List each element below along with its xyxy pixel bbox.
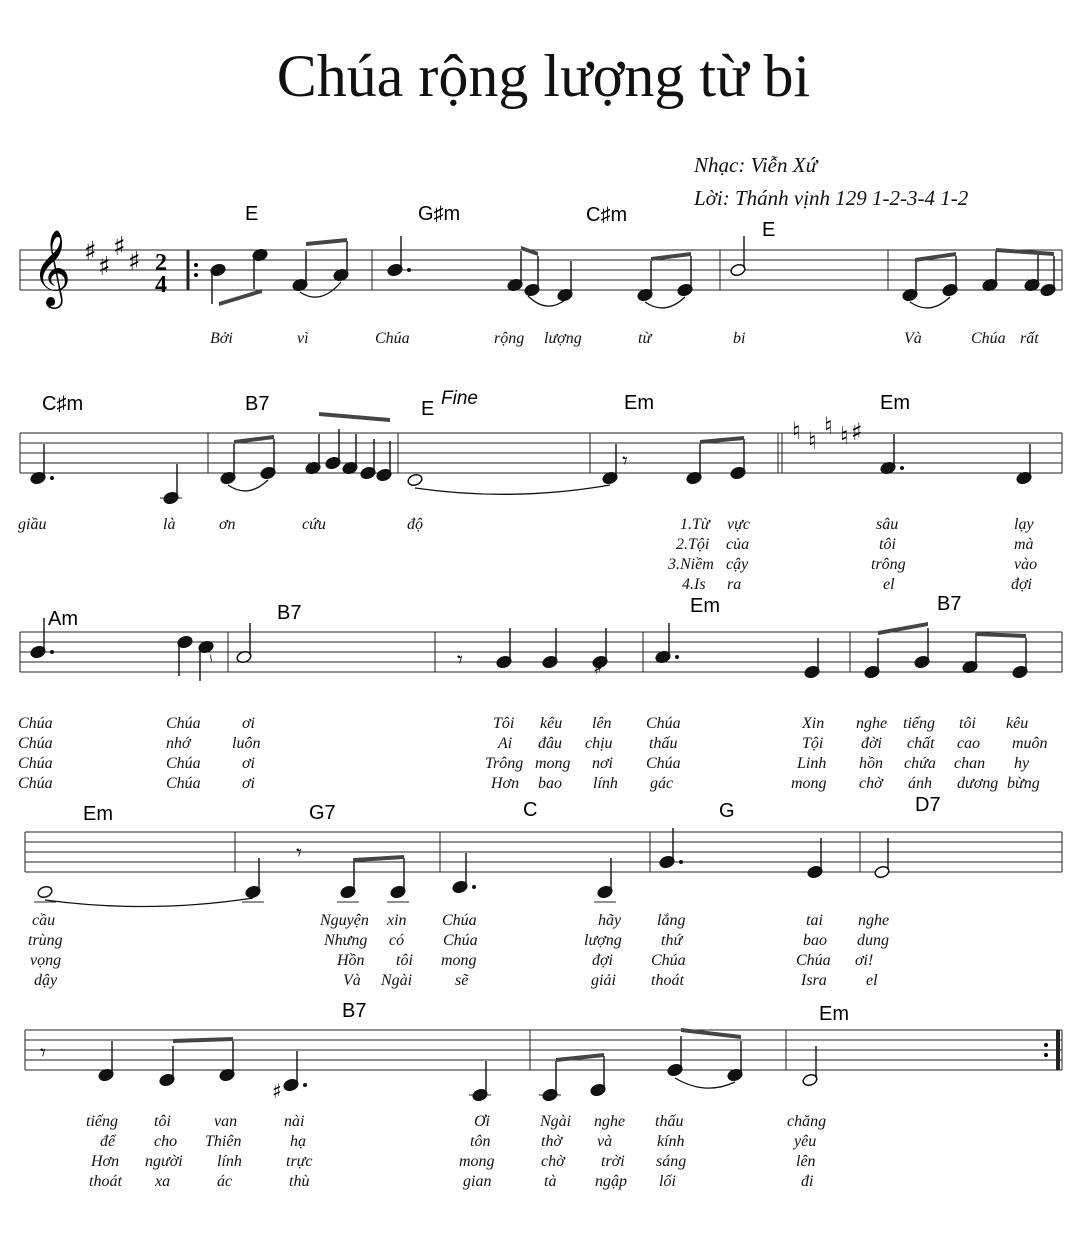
- chord-symbol: Am: [48, 608, 78, 630]
- lyric-syllable: Nhưng: [324, 932, 368, 949]
- lyric-syllable: tôi: [396, 952, 413, 969]
- lyric-syllable: Linh: [797, 755, 827, 772]
- lyric-syllable: Ngài: [381, 972, 413, 989]
- lyric-syllable: nài: [284, 1113, 305, 1130]
- time-signature-bottom: 4: [155, 272, 167, 298]
- lyric-syllable: cậy: [726, 556, 749, 573]
- chord-symbol: Em: [819, 1003, 849, 1025]
- lyric-syllable: lạy: [1014, 516, 1034, 533]
- lyric-syllable: Chúa: [646, 755, 681, 772]
- lyric-syllable: van: [214, 1113, 238, 1130]
- eighth-rest-icon: 𝄾: [296, 841, 302, 866]
- sharp-icon: ♯: [98, 252, 111, 282]
- lyric-syllable: Nguyện: [320, 912, 369, 929]
- lyric-syllable: Tội: [802, 735, 824, 752]
- lyric-syllable: người: [145, 1153, 183, 1170]
- lyric-syllable: Ngài: [540, 1113, 572, 1130]
- lyric-syllable: nghe: [594, 1113, 626, 1130]
- lyric-syllable: chờ: [541, 1153, 565, 1170]
- lyric-syllable: kêu: [1006, 715, 1029, 732]
- song-title: Chúa rộng lượng từ bi: [276, 43, 811, 109]
- lyric-syllable: nhớ: [166, 735, 191, 752]
- lyric-syllable: Trông: [485, 755, 524, 772]
- lyric-syllable: muôn: [1012, 735, 1048, 752]
- lyric-syllable: Ơi: [474, 1113, 490, 1130]
- note-head: [37, 885, 54, 899]
- lyric-syllable: ơn: [219, 516, 236, 533]
- eighth-rest-icon: 𝄾: [622, 449, 628, 474]
- chord-symbol: Em: [624, 392, 654, 414]
- lyric-syllable: Chúa: [18, 715, 53, 732]
- lyric-syllable: Thiên: [205, 1133, 242, 1150]
- lyric-syllable: xin: [387, 912, 407, 929]
- lyric-syllable: 4.Is: [682, 576, 706, 593]
- lyric-syllable: xa: [155, 1173, 171, 1190]
- lyric-syllable: ánh: [908, 775, 932, 792]
- lyric-syllable: tôi: [154, 1113, 171, 1130]
- lyric-syllable: hạ: [290, 1133, 306, 1150]
- lyric-syllable: thấu: [649, 735, 678, 752]
- lyric-syllable: Hơn: [491, 775, 520, 792]
- music-credit: Nhạc: Viễn Xứ: [694, 153, 818, 177]
- lyric-syllable: yêu: [794, 1133, 817, 1150]
- lyric-syllable: Hơn: [91, 1153, 120, 1170]
- lyrics-credit: Lời: Thánh vịnh 129 1-2-3-4 1-2: [694, 186, 969, 210]
- lyric-syllable: 1.Từ: [680, 516, 710, 533]
- sharp-icon: ♯: [851, 418, 863, 446]
- treble-clef-icon: 𝄞: [32, 229, 72, 306]
- lyric-syllable: Tôi: [493, 715, 515, 732]
- staves: [20, 250, 1062, 1070]
- beam: [306, 238, 347, 246]
- beam: [319, 412, 390, 422]
- lyric-syllable: Và: [904, 330, 922, 347]
- lyric-syllable: Ai: [498, 735, 513, 752]
- tie: [45, 898, 253, 907]
- lyric-syllable: sâu: [876, 516, 899, 533]
- beam: [219, 289, 262, 306]
- lyric-syllable: Chúa: [166, 755, 201, 772]
- chord-symbol: E: [762, 219, 776, 241]
- sharp-icon: ♯: [128, 247, 141, 277]
- lyric-syllable: thoát: [89, 1173, 122, 1190]
- lyric-syllable: cho: [154, 1133, 178, 1150]
- lyric-syllable: đợi: [1011, 576, 1032, 593]
- fine-marking: Fine: [441, 388, 478, 409]
- lyric-syllable: Chúa: [651, 952, 686, 969]
- lyric-syllable: dung: [857, 932, 889, 949]
- lyric-syllable: đời: [861, 735, 882, 752]
- chord-symbol: G♯m: [418, 203, 461, 225]
- natural-icon: ♮: [840, 422, 849, 450]
- lyric-syllable: gác: [650, 775, 674, 792]
- note-dot: [472, 885, 476, 889]
- lyric-syllable: cứu: [302, 516, 326, 533]
- lyric-syllable: lối: [659, 1173, 676, 1190]
- tie: [415, 485, 610, 494]
- lyric-syllable: tôn: [470, 1133, 491, 1150]
- lyric-syllable: và: [597, 1133, 613, 1150]
- chord-symbol: B7: [937, 593, 962, 615]
- sharp-icon: ♯: [272, 1079, 282, 1103]
- beam: [173, 1037, 233, 1043]
- lyric-syllable: kính: [657, 1133, 685, 1150]
- beam: [354, 855, 404, 862]
- lyric-syllable: đi: [801, 1173, 814, 1190]
- note-dot: [900, 466, 904, 470]
- lyric-syllable: ơi: [242, 775, 255, 792]
- beam: [556, 1053, 604, 1062]
- note-dot: [407, 268, 411, 272]
- tie: [910, 297, 950, 308]
- lyric-syllable: hy: [1014, 755, 1030, 772]
- lyric-syllable: gian: [463, 1173, 492, 1190]
- chord-symbol: Em: [83, 803, 113, 825]
- lyric-syllable: kêu: [540, 715, 563, 732]
- sharp-icon: ♯: [593, 655, 603, 679]
- lyric-syllable: mong: [791, 775, 827, 792]
- lyric-syllable: cao: [957, 735, 981, 752]
- lyric-syllable: ơi: [242, 715, 255, 732]
- note-head: [407, 473, 424, 487]
- lyric-syllable: chất: [907, 735, 935, 752]
- chord-symbol: B7: [277, 602, 302, 624]
- lyric-syllable: lắng: [657, 912, 686, 929]
- chord-symbol: D7: [915, 794, 941, 816]
- lyric-syllable: trùng: [28, 932, 63, 949]
- lyric-syllable: nghe: [858, 912, 890, 929]
- lyric-syllable: nghe: [856, 715, 888, 732]
- natural-icon: ♮: [824, 412, 833, 440]
- lyric-syllable: ơi!: [855, 952, 874, 969]
- lyric-syllable: Isra: [801, 972, 827, 989]
- lyric-syllable: Chúa: [796, 952, 831, 969]
- lyric-syllable: Bởi: [210, 330, 233, 347]
- lyric-syllable: giải: [591, 972, 616, 989]
- barlines: [20, 250, 1062, 1070]
- lyric-syllable: vọng: [30, 952, 62, 969]
- lyric-syllable: là: [163, 516, 176, 533]
- note-dot: [679, 860, 683, 864]
- lyric-syllable: thấu: [655, 1113, 684, 1130]
- lyric-syllable: hãy: [598, 912, 622, 929]
- lyric-syllable: trời: [601, 1153, 625, 1170]
- lyric-syllable: Chúa: [18, 735, 53, 752]
- note-dot: [50, 650, 54, 654]
- chord-symbol: B7: [342, 1000, 367, 1022]
- chord-symbol: E: [245, 203, 259, 225]
- repeat-dot: [1044, 1053, 1048, 1057]
- chord-symbol: Em: [880, 392, 910, 414]
- repeat-dot: [194, 273, 198, 277]
- lyric-syllable: lính: [217, 1153, 242, 1170]
- lyric-syllable: chờ: [859, 775, 883, 792]
- lyric-syllable: thù: [289, 1173, 310, 1190]
- lyric-syllable: el: [866, 972, 878, 989]
- lyric-syllable: chăng: [787, 1113, 827, 1130]
- chord-symbol: G: [719, 800, 735, 822]
- beam: [976, 632, 1026, 638]
- tie: [228, 480, 268, 491]
- lyric-syllable: Chúa: [443, 932, 478, 949]
- lyric-syllable: Chúa: [18, 775, 53, 792]
- lyric-syllable: tai: [806, 912, 823, 929]
- lyric-syllable: rộng: [494, 330, 525, 347]
- time-signature-top: 2: [155, 250, 167, 276]
- lyric-syllable: trực: [286, 1153, 313, 1170]
- lyric-syllable: thoát: [651, 972, 684, 989]
- lyric-syllable: có: [389, 932, 405, 949]
- lyric-syllable: hồn: [859, 755, 883, 772]
- lyric-syllable: mong: [535, 755, 571, 772]
- note-dot: [50, 476, 54, 480]
- chord-symbol: C♯m: [42, 393, 84, 415]
- lyric-syllable: ngập: [595, 1173, 627, 1190]
- lyric-syllable: 2.Tội: [676, 536, 710, 553]
- lyric-syllable: lên: [592, 715, 612, 732]
- lyric-syllable: tôi: [879, 536, 896, 553]
- lyric-syllable: từ: [638, 330, 652, 347]
- lyric-syllable: chứa: [904, 755, 936, 772]
- lyric-syllable: dậy: [34, 972, 58, 989]
- lyric-syllable: của: [726, 536, 750, 553]
- lyric-syllable: sáng: [656, 1153, 687, 1170]
- lyric-syllable: sẽ: [455, 972, 469, 989]
- chord-symbol: E: [421, 398, 435, 420]
- lyric-syllable: chan: [954, 755, 986, 772]
- natural-icon: ♮: [808, 427, 817, 455]
- lyric-syllable: đâu: [538, 735, 562, 752]
- lyric-syllable: vực: [727, 516, 750, 533]
- lyric-syllable: Chúa: [646, 715, 681, 732]
- lyric-syllable: thờ: [541, 1133, 562, 1150]
- lyric-syllable: thứ: [661, 932, 683, 949]
- lyric-syllable: Chúa: [442, 912, 477, 929]
- lyric-syllable: cầu: [32, 912, 56, 929]
- lyric-syllable: lính: [593, 775, 618, 792]
- lyric-syllable: tà: [544, 1173, 557, 1190]
- lyric-syllable: Hồn: [337, 952, 365, 969]
- notes: [30, 236, 1057, 1103]
- beam: [996, 248, 1054, 256]
- lyric-syllable: trông: [871, 556, 906, 573]
- lyric-syllable: Và: [343, 972, 361, 989]
- lyric-syllable: mong: [441, 952, 477, 969]
- lyric-syllable: mong: [459, 1153, 495, 1170]
- lyric-syllable: độ: [407, 516, 423, 533]
- chord-symbol: C: [523, 799, 538, 821]
- lyric-syllable: lượng: [584, 932, 622, 949]
- lyric-syllable: tiếng: [903, 715, 935, 732]
- lyric-syllable: Xin: [802, 715, 825, 732]
- lyric-syllable: tiếng: [86, 1113, 118, 1130]
- lyric-syllable: dương: [957, 775, 999, 792]
- lyric-syllable: bừng: [1007, 775, 1040, 792]
- lyric-syllable: ơi: [242, 755, 255, 772]
- lyric-syllable: giầu: [18, 516, 47, 533]
- note-dot: [675, 655, 679, 659]
- lyric-syllable: 3.Niềm: [668, 556, 714, 573]
- lyric-syllable: Chúa: [166, 775, 201, 792]
- natural-icon: ♮: [792, 417, 801, 445]
- tie: [675, 1078, 735, 1088]
- lyric-syllable: ác: [217, 1173, 233, 1190]
- lyric-syllable: mà: [1014, 536, 1034, 553]
- chord-symbol: G7: [309, 802, 336, 824]
- lyric-syllable: lượng: [544, 330, 582, 347]
- lyric-syllable: chịu: [585, 735, 613, 752]
- beam: [521, 246, 538, 256]
- chord-symbol: C♯m: [586, 204, 628, 226]
- sharp-icon: ♯: [113, 232, 126, 262]
- chord-symbol: B7: [245, 393, 270, 415]
- tie: [645, 297, 685, 308]
- repeat-dot: [1044, 1043, 1048, 1047]
- lyric-syllable: lên: [796, 1153, 816, 1170]
- lyric-syllable: Chúa: [971, 330, 1006, 347]
- chord-symbol: Em: [690, 595, 720, 617]
- lyric-syllable: luôn: [232, 735, 261, 752]
- note-dot: [303, 1083, 307, 1087]
- lyric-syllable: bao: [538, 775, 562, 792]
- sharp-icon: ♯: [84, 237, 97, 267]
- lyric-syllable: el: [883, 576, 895, 593]
- lyric-syllable: rất: [1020, 330, 1039, 347]
- lyric-syllable: ra: [727, 576, 742, 593]
- lyric-syllable: Chúa: [166, 715, 201, 732]
- lyric-syllable: bi: [733, 330, 746, 347]
- repeat-dot: [194, 263, 198, 267]
- beam: [878, 622, 928, 635]
- eighth-rest-icon: 𝄾: [40, 1041, 46, 1066]
- eighth-rest-icon: 𝄾: [457, 648, 463, 673]
- lyric-syllable: Chúa: [375, 330, 410, 347]
- lyric-syllable: tôi: [959, 715, 976, 732]
- lyric-syllable: vào: [1014, 556, 1038, 573]
- lyric-syllable: vì: [297, 330, 309, 347]
- lyric-syllable: để: [100, 1133, 116, 1150]
- lyric-syllable: đợi: [592, 952, 613, 969]
- lyric-syllable: bao: [803, 932, 827, 949]
- lyric-syllable: nơi: [592, 755, 613, 772]
- lyric-syllable: Chúa: [18, 755, 53, 772]
